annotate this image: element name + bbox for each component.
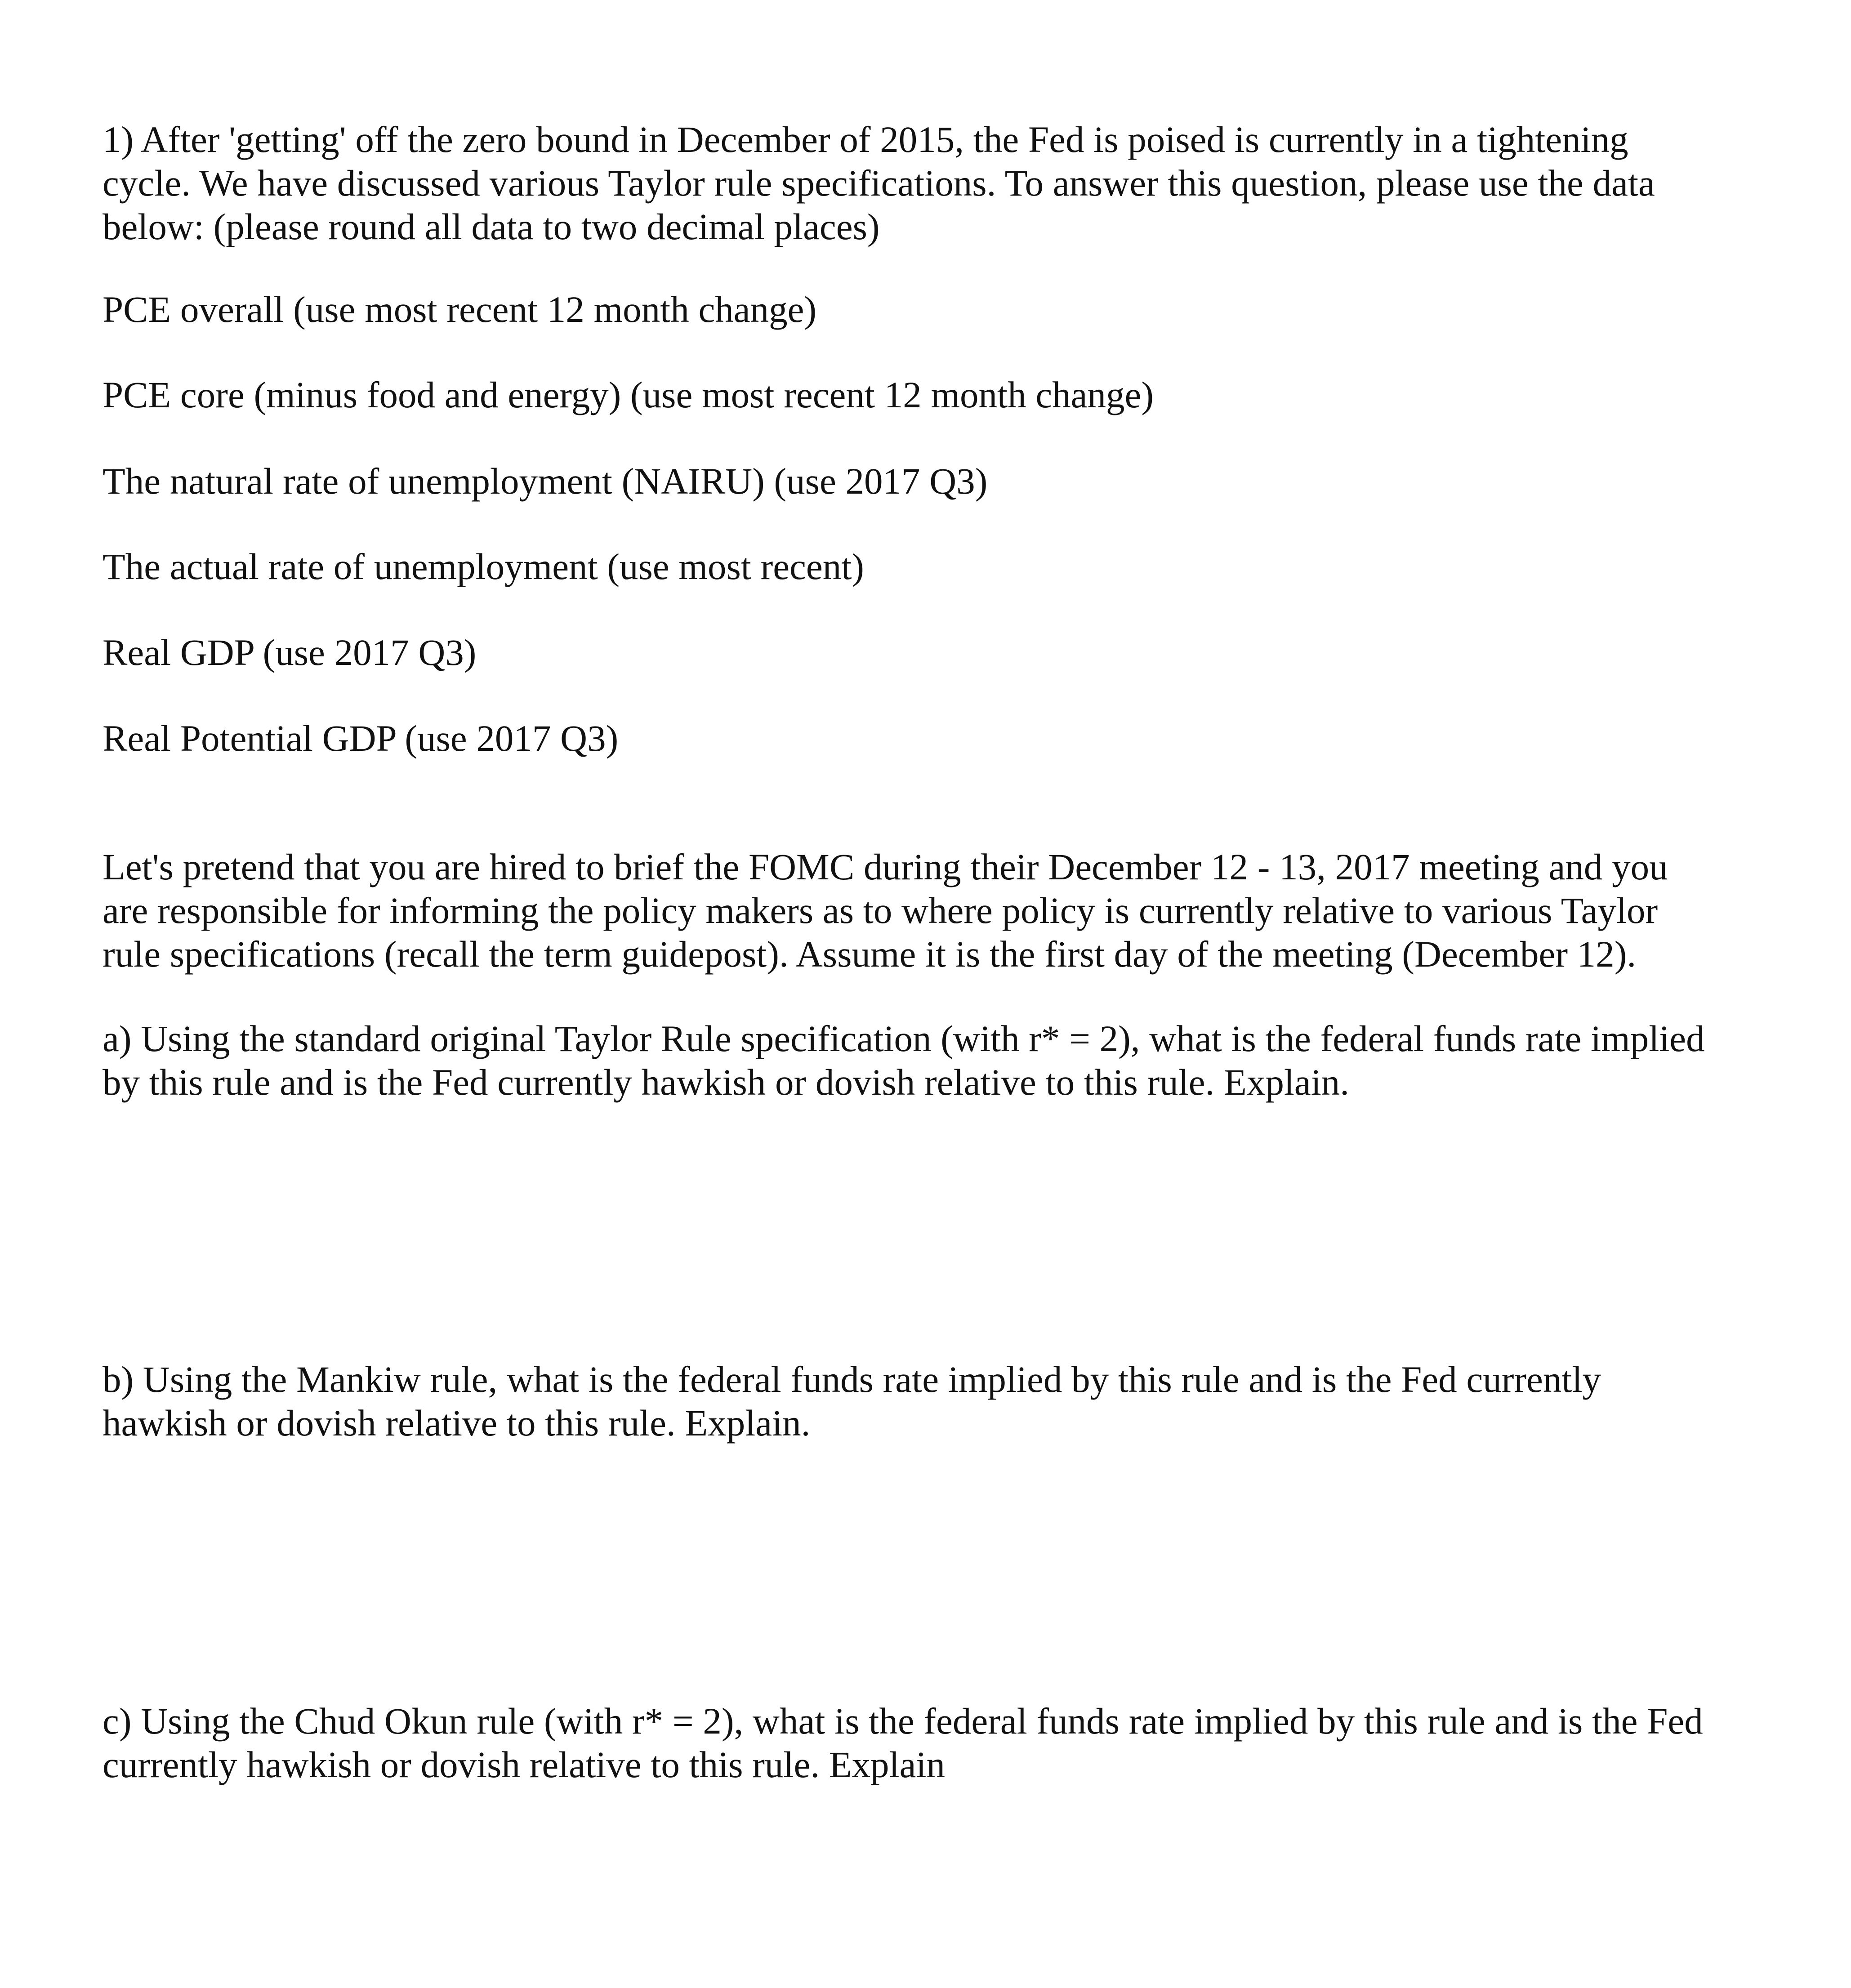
question-part-c	[103, 1699, 1739, 1787]
part-b-line: b) Using the Mankiw rule, what is the federal funds rate implied by this rule and is the Fed currently	[103, 1359, 1601, 1400]
data-item-pce-core: PCE core (minus food and energy) (use most recent 12 month change)	[103, 374, 1154, 415]
question-part-a	[103, 1017, 1739, 1104]
data-item-nairu: The natural rate of unemployment (NAIRU) (use 2017 Q3)	[103, 460, 988, 502]
data-item-pce-overall: PCE overall (use most recent 12 month change)	[103, 289, 817, 330]
intro-line: cycle. We have discussed various Taylor rule specifications. To answer this question, please use the data	[103, 162, 1655, 204]
scenario-paragraph	[103, 845, 1739, 976]
part-a-line: a) Using the standard original Taylor Rule specification (with r* = 2), what is the federal funds rate implied	[103, 1018, 1705, 1059]
scenario-line: Let's pretend that you are hired to brief the FOMC during their December 12 - 13, 2017 meeting and you	[103, 846, 1668, 887]
intro-paragraph	[103, 118, 1739, 249]
scenario-line: rule specifications (recall the term guidepost). Assume it is the first day of the meeting (December 12).	[103, 933, 1637, 975]
part-b-line: hawkish or dovish relative to this rule. Explain.	[103, 1402, 811, 1444]
part-c-line: currently hawkish or dovish relative to this rule. Explain	[103, 1744, 945, 1785]
scenario-line: are responsible for informing the policy makers as to where policy is currently relative to various Taylor	[103, 890, 1658, 931]
part-c-line: c) Using the Chud Okun rule (with r* = 2), what is the federal funds rate implied by this rule and is the Fed	[103, 1700, 1703, 1742]
data-item-actual-unemployment: The actual rate of unemployment (use most recent)	[103, 546, 864, 587]
data-item-real-gdp: Real GDP (use 2017 Q3)	[103, 632, 477, 673]
part-a-line: by this rule and is the Fed currently hawkish or dovish relative to this rule. Explain.	[103, 1061, 1350, 1103]
intro-line: 1) After 'getting' off the zero bound in December of 2015, the Fed is poised is currently in a tightening	[103, 119, 1628, 160]
intro-line: below: (please round all data to two decimal places)	[103, 206, 880, 247]
data-item-real-potential-gdp: Real Potential GDP (use 2017 Q3)	[103, 718, 619, 759]
question-part-b	[103, 1358, 1739, 1445]
